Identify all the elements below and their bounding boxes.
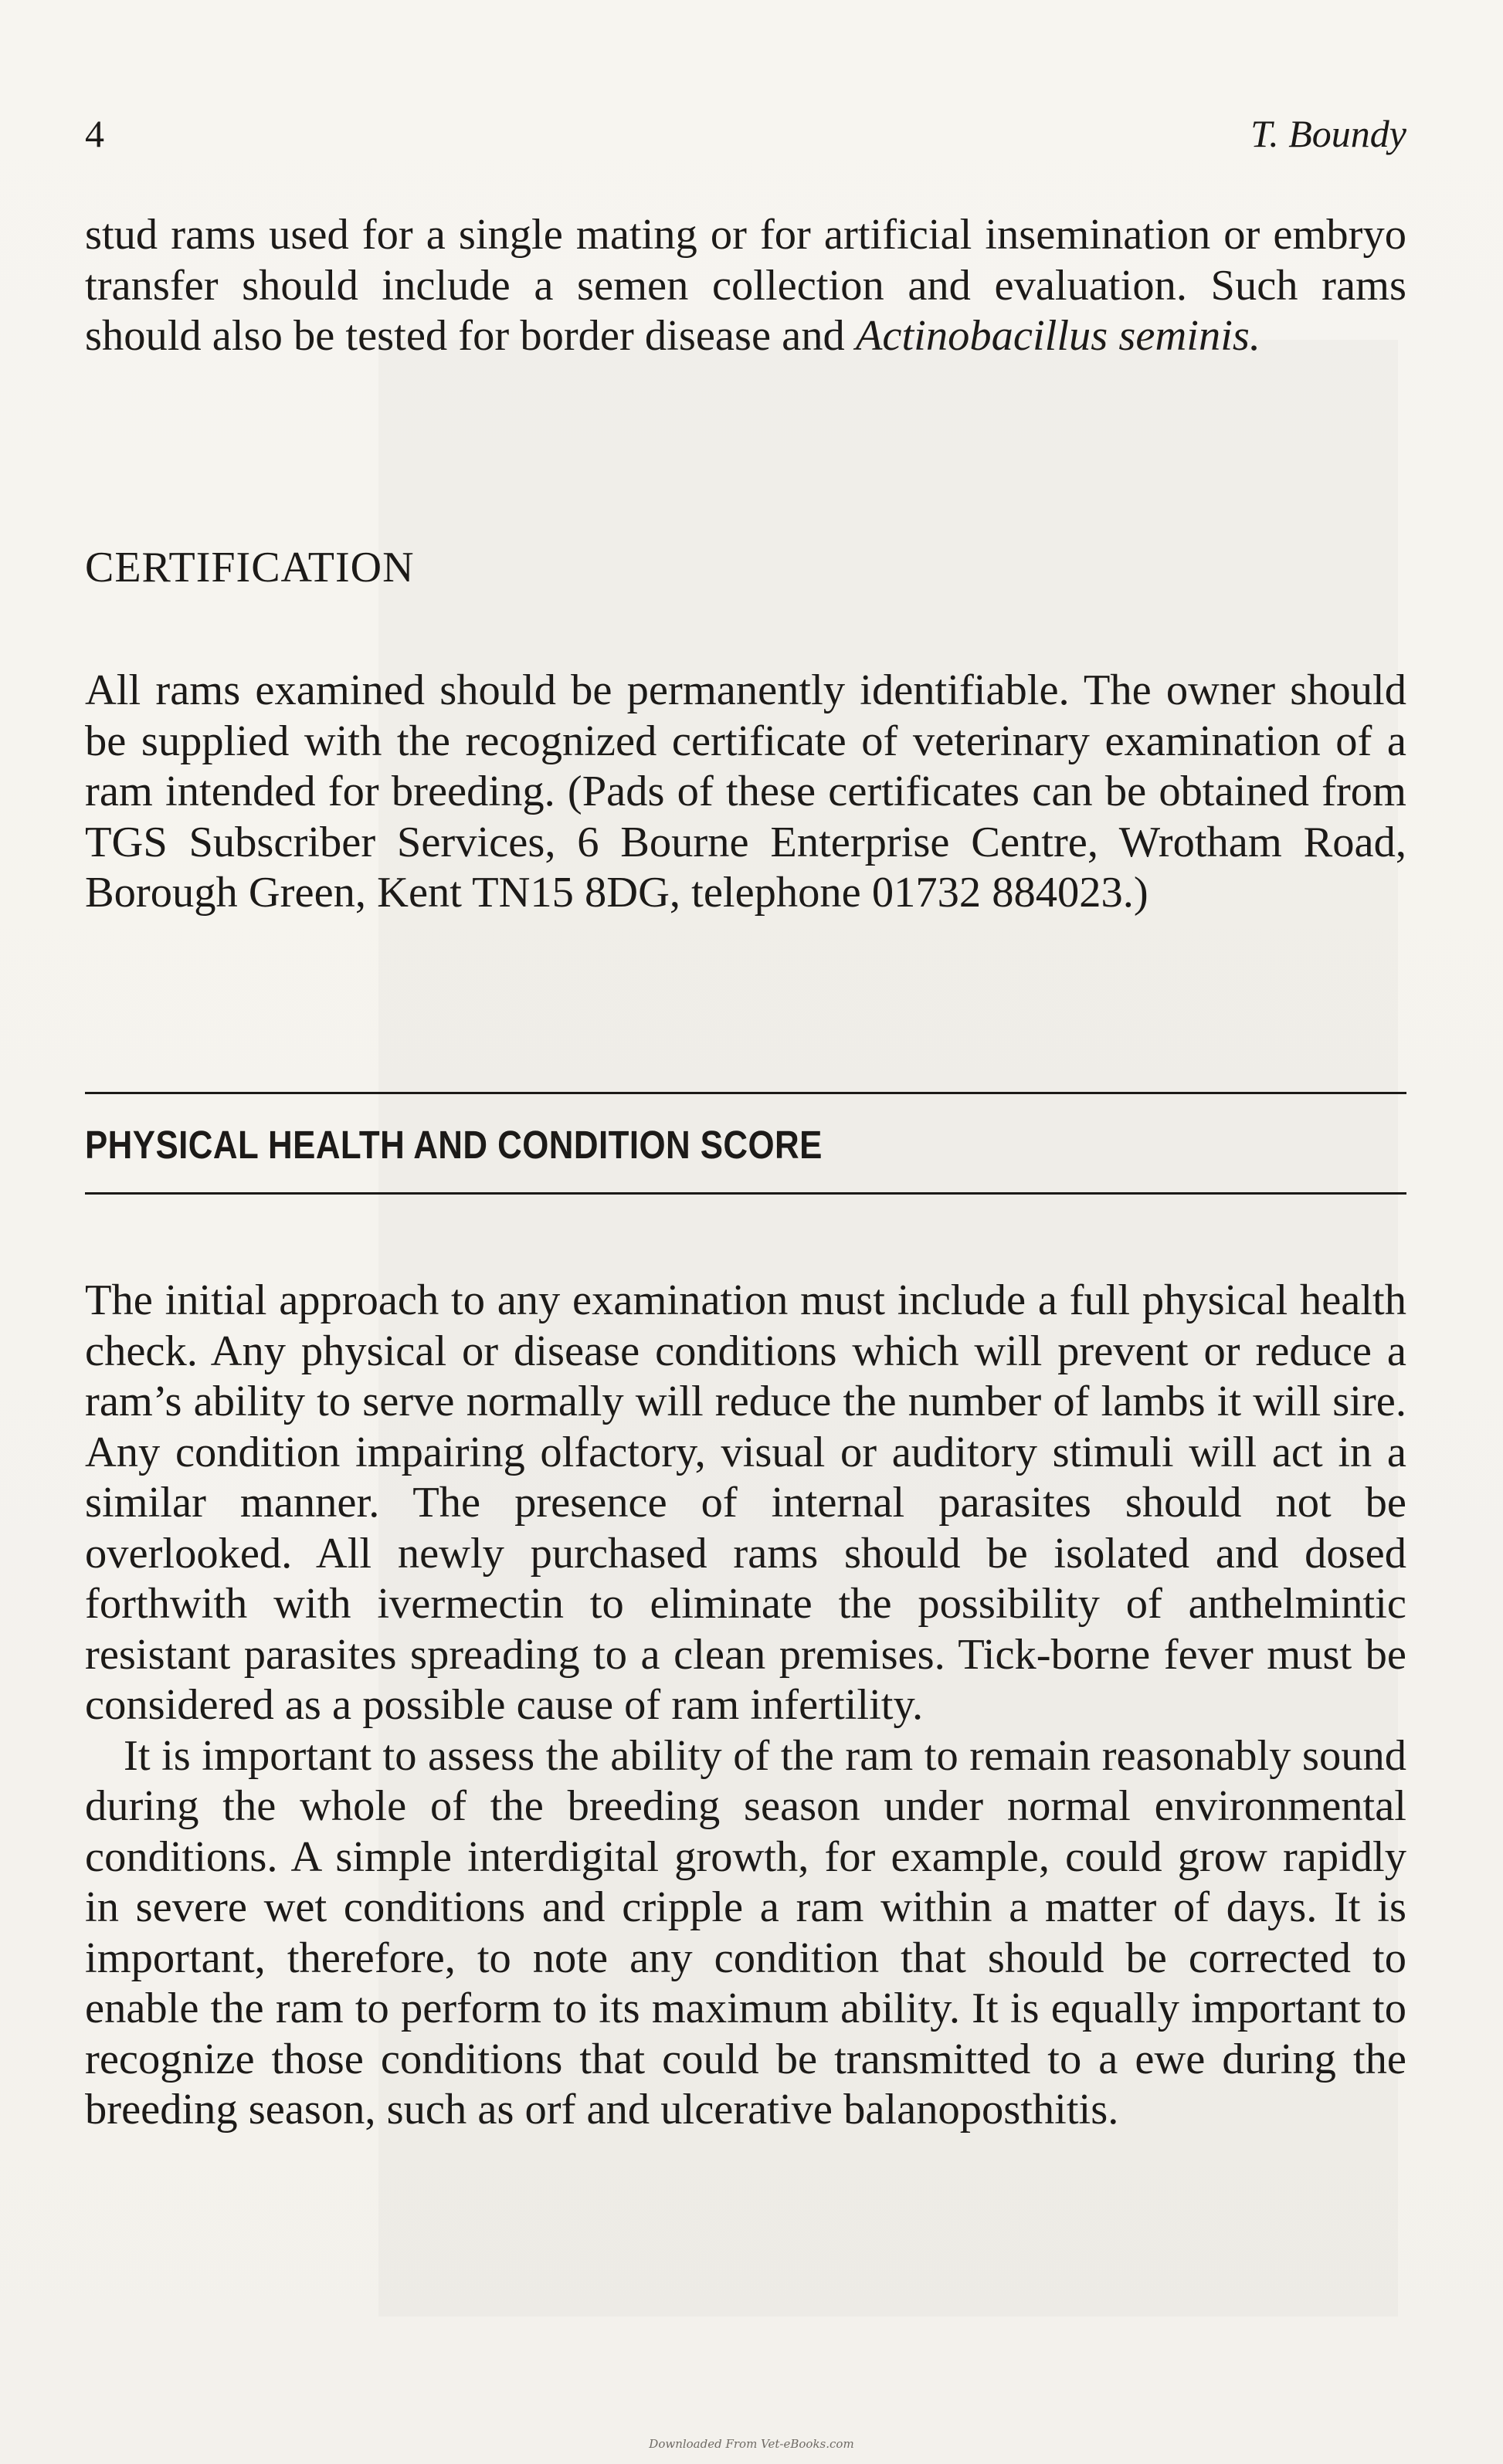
heading-top-rule [85, 1092, 1406, 1094]
intro-paragraph [85, 210, 1406, 362]
physical-paragraph-2: It is important to assess the ability of the ram to remain reasonably sound during the whole of the breeding season under normal environmental conditions. A simple interdigital growth, for example, could grow rapidly in severe wet conditions and cripple a ram within a matter of days. It is important, therefore, to note any condition that should be corrected to enable the ram to perform to its maximum ability. It is equally important to recognize those conditions that could be transmitted to a ewe during the breeding season, such as orf and ulcerative balanoposthitis. [85, 1731, 1406, 2134]
download-watermark: Downloaded From Vet-eBooks.com [649, 2437, 854, 2451]
running-head: T. Boundy [1250, 112, 1406, 155]
page-number: 4 [85, 112, 104, 155]
certification-body: All rams examined should be permanently identifiable. The owner should be supplied with the recognized certificate of veterinary examination of a ram intended for breeding. (Pads of these certificates can be obtained from TGS Subscriber Services, 6 Bourne Enterprise Centre, Wrotham Road, Borough Green, Kent TN15 8DG, telephone 01732 884023.) [85, 666, 1406, 917]
intro-text: stud rams used for a single mating or for artificial insemination or embryo transfer should include a semen collection and evaluation. Such rams should also be tested for border disease and [85, 211, 1406, 360]
certification-paragraph [85, 666, 1406, 919]
physical-paragraph-1: The initial approach to any examination must include a full physical health check. Any physical or disease conditions which will prevent or reduce a ram’s ability to serve normally will reduce the number of lambs it will sire. Any condition impairing olfactory, visual or auditory stimuli will act in a similar manner. The presence of internal parasites should not be overlooked. All newly purchased rams should be isolated and dosed forthwith with ivermectin to eliminate the possibility of anthelmintic resistant parasites spreading to a clean premises. Tick-borne fever must be considered as a possible cause of ram infertility. [85, 1276, 1406, 1729]
certification-heading: CERTIFICATION [85, 544, 415, 591]
physical-health-section [85, 1276, 1406, 2136]
intro-italic-term: Actinobacillus seminis. [855, 312, 1261, 360]
page-header [85, 107, 1406, 161]
physical-health-heading: PHYSICAL HEALTH AND CONDITION SCORE [85, 1123, 823, 1167]
heading-bottom-rule [85, 1192, 1406, 1195]
